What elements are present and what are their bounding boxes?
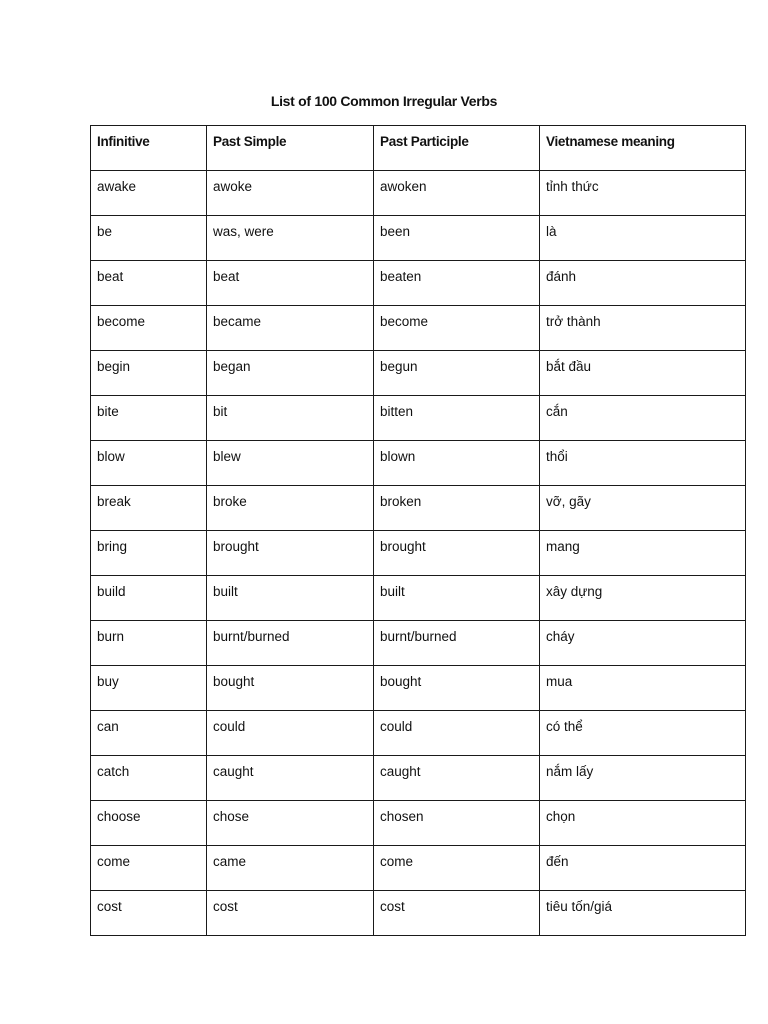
cell-vietnamese-meaning: tỉnh thức	[540, 171, 746, 216]
table-row	[91, 441, 746, 486]
header-past-participle: Past Participle	[374, 126, 540, 171]
cell-past-participle: cost	[374, 891, 540, 936]
table-row	[91, 801, 746, 846]
cell-past-participle: chosen	[374, 801, 540, 846]
cell-infinitive: be	[91, 216, 207, 261]
cell-past-participle: awoken	[374, 171, 540, 216]
table-row	[91, 846, 746, 891]
cell-past-simple: blew	[207, 441, 374, 486]
cell-past-simple: could	[207, 711, 374, 756]
cell-infinitive: bring	[91, 531, 207, 576]
cell-infinitive: blow	[91, 441, 207, 486]
cell-vietnamese-meaning: tiêu tốn/giá	[540, 891, 746, 936]
cell-vietnamese-meaning: nắm lấy	[540, 756, 746, 801]
cell-past-participle: bought	[374, 666, 540, 711]
cell-vietnamese-meaning: đánh	[540, 261, 746, 306]
cell-past-simple: began	[207, 351, 374, 396]
cell-past-participle: built	[374, 576, 540, 621]
cell-past-participle: beaten	[374, 261, 540, 306]
cell-past-participle: caught	[374, 756, 540, 801]
cell-past-participle: burnt/burned	[374, 621, 540, 666]
cell-vietnamese-meaning: thổi	[540, 441, 746, 486]
header-vietnamese-meaning: Vietnamese meaning	[540, 126, 746, 171]
table-row	[91, 891, 746, 936]
cell-vietnamese-meaning: đến	[540, 846, 746, 891]
table-row	[91, 576, 746, 621]
cell-past-participle: brought	[374, 531, 540, 576]
cell-past-simple: became	[207, 306, 374, 351]
cell-infinitive: bite	[91, 396, 207, 441]
cell-vietnamese-meaning: xây dựng	[540, 576, 746, 621]
cell-past-simple: beat	[207, 261, 374, 306]
cell-past-simple: was, were	[207, 216, 374, 261]
cell-past-participle: begun	[374, 351, 540, 396]
cell-infinitive: begin	[91, 351, 207, 396]
document-title: List of 100 Common Irregular Verbs	[270, 93, 498, 109]
cell-infinitive: choose	[91, 801, 207, 846]
cell-past-simple: bought	[207, 666, 374, 711]
table-row	[91, 531, 746, 576]
table-row	[91, 486, 746, 531]
cell-past-simple: cost	[207, 891, 374, 936]
cell-past-participle: become	[374, 306, 540, 351]
cell-past-participle: come	[374, 846, 540, 891]
cell-past-participle: could	[374, 711, 540, 756]
cell-vietnamese-meaning: mang	[540, 531, 746, 576]
cell-vietnamese-meaning: mua	[540, 666, 746, 711]
cell-infinitive: become	[91, 306, 207, 351]
table-row	[91, 711, 746, 756]
cell-vietnamese-meaning: vỡ, gãy	[540, 486, 746, 531]
cell-vietnamese-meaning: cháy	[540, 621, 746, 666]
cell-infinitive: buy	[91, 666, 207, 711]
cell-vietnamese-meaning: trở thành	[540, 306, 746, 351]
cell-past-simple: burnt/burned	[207, 621, 374, 666]
cell-vietnamese-meaning: chọn	[540, 801, 746, 846]
cell-infinitive: break	[91, 486, 207, 531]
cell-vietnamese-meaning: bắt đầu	[540, 351, 746, 396]
table-row	[91, 756, 746, 801]
cell-infinitive: come	[91, 846, 207, 891]
cell-past-simple: caught	[207, 756, 374, 801]
cell-vietnamese-meaning: cắn	[540, 396, 746, 441]
cell-past-simple: chose	[207, 801, 374, 846]
table-row	[91, 171, 746, 216]
cell-infinitive: can	[91, 711, 207, 756]
header-infinitive: Infinitive	[91, 126, 207, 171]
table-row	[91, 216, 746, 261]
cell-infinitive: awake	[91, 171, 207, 216]
header-past-simple: Past Simple	[207, 126, 374, 171]
table-row	[91, 666, 746, 711]
table-row	[91, 306, 746, 351]
cell-past-simple: broke	[207, 486, 374, 531]
cell-past-participle: bitten	[374, 396, 540, 441]
table-row	[91, 621, 746, 666]
cell-infinitive: beat	[91, 261, 207, 306]
cell-past-simple: bit	[207, 396, 374, 441]
cell-infinitive: build	[91, 576, 207, 621]
cell-past-participle: been	[374, 216, 540, 261]
table-header-row	[91, 126, 746, 171]
cell-past-participle: broken	[374, 486, 540, 531]
table-row	[91, 396, 746, 441]
cell-past-participle: blown	[374, 441, 540, 486]
cell-vietnamese-meaning: có thể	[540, 711, 746, 756]
cell-vietnamese-meaning: là	[540, 216, 746, 261]
cell-infinitive: cost	[91, 891, 207, 936]
cell-past-simple: came	[207, 846, 374, 891]
cell-past-simple: built	[207, 576, 374, 621]
cell-infinitive: catch	[91, 756, 207, 801]
irregular-verbs-table	[90, 125, 746, 936]
cell-past-simple: awoke	[207, 171, 374, 216]
table-row	[91, 261, 746, 306]
table-row	[91, 351, 746, 396]
cell-infinitive: burn	[91, 621, 207, 666]
cell-past-simple: brought	[207, 531, 374, 576]
